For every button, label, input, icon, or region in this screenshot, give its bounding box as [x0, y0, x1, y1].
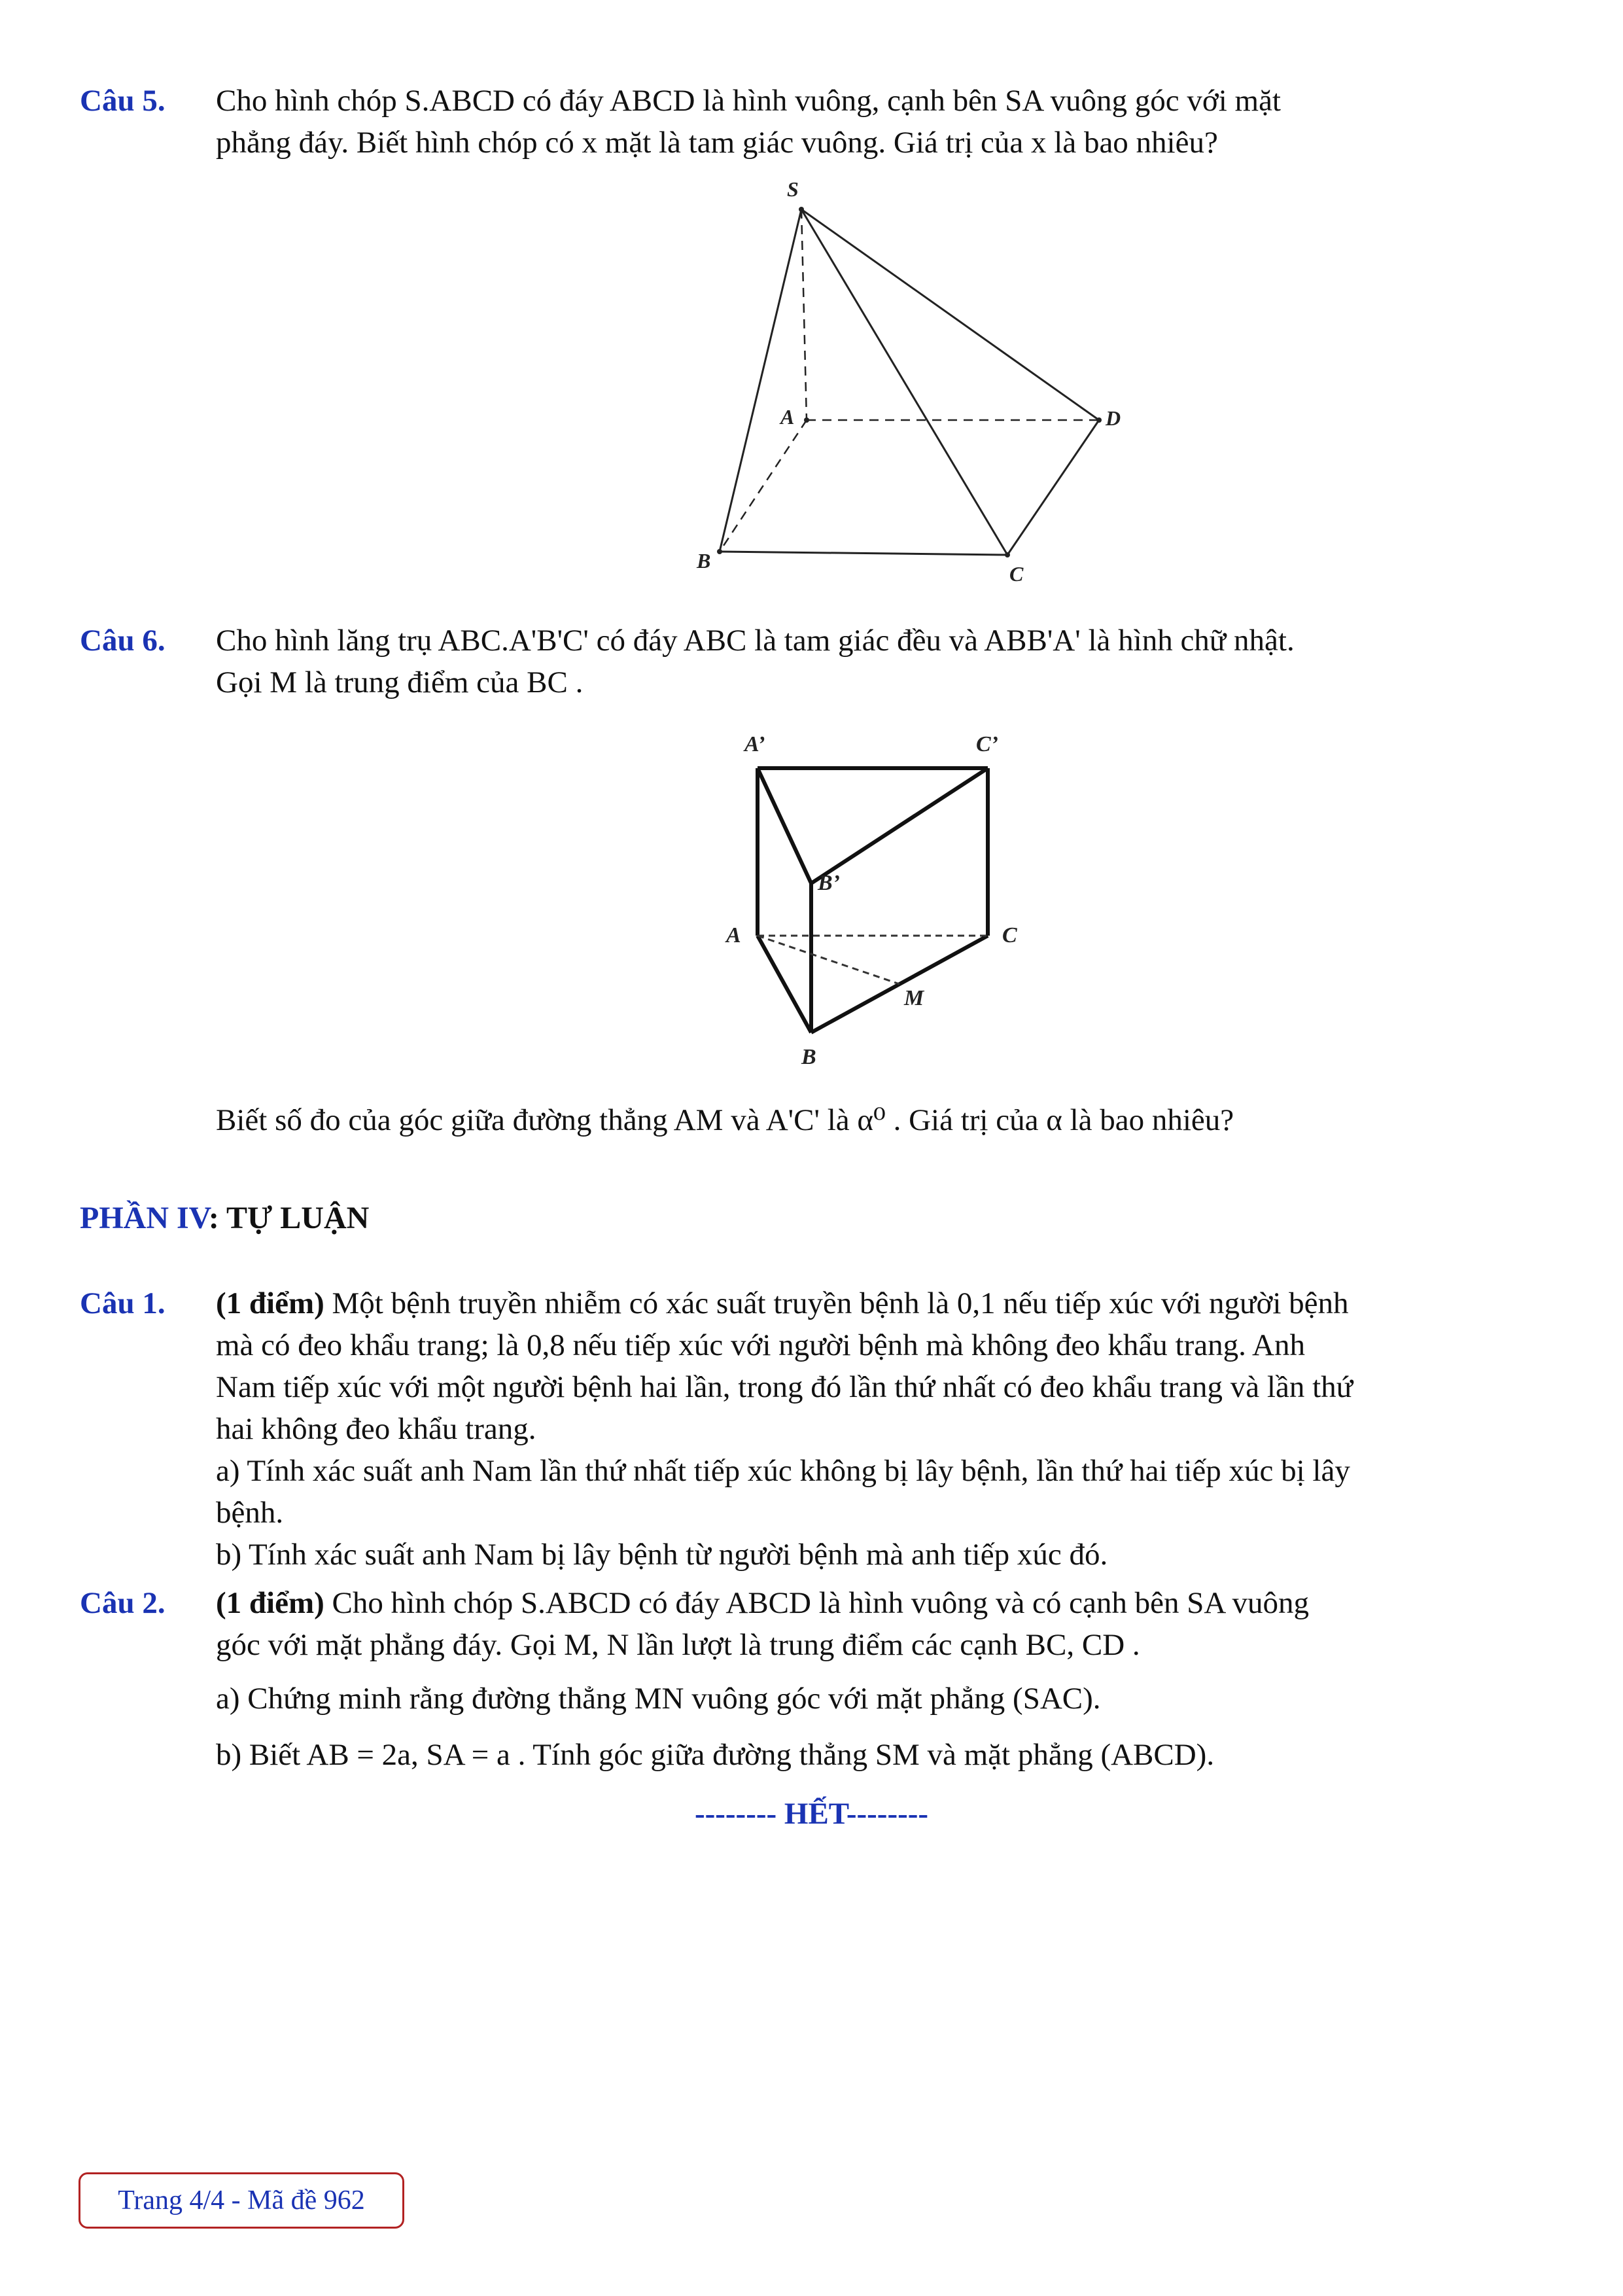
- question-5-line-2: phẳng đáy. Biết hình chóp có x mặt là tam giác vuông. Giá trị của x là bao nhiêu?: [216, 126, 1218, 160]
- edge-A1B1: [758, 768, 811, 883]
- essay-question-1-line-2: mà có đeo khẩu trang; là 0,8 nếu tiếp xúc với người bệnh mà không đeo khẩu trang. Anh: [216, 1328, 1305, 1362]
- essay-question-1-part-a-2: bệnh.: [216, 1496, 284, 1530]
- label-A: A: [726, 923, 741, 947]
- edge-SA: [801, 209, 807, 420]
- edge-B1C1: [811, 768, 988, 883]
- essay-question-2-points: (1 điểm): [216, 1586, 324, 1620]
- label-M: M: [904, 986, 924, 1010]
- label-B: B: [801, 1045, 816, 1069]
- edge-SB: [720, 209, 801, 552]
- label-D: D: [1106, 406, 1121, 430]
- essay-question-1-points: (1 điểm): [216, 1286, 324, 1320]
- essay-question-1: [80, 1282, 1550, 1576]
- label-S: S: [787, 177, 799, 201]
- label-A: A: [780, 405, 795, 429]
- question-6-label: Câu 6.: [80, 624, 166, 658]
- question-6-line-1: Cho hình lăng trụ ABC.A'B'C' có đáy ABC là tam giác đều và ABB'A' là hình chữ nhật.: [216, 624, 1295, 658]
- page-footer: Trang 4/4 - Mã đề 962: [79, 2172, 404, 2229]
- label-C: C: [1002, 923, 1017, 947]
- edge-AB: [720, 420, 807, 552]
- section-heading: [80, 1197, 369, 1239]
- essay-question-2-part-b: b) Biết AB = 2a, SA = a . Tính góc giữa đường thẳng SM và mặt phẳng (ABCD).: [216, 1738, 1215, 1772]
- essay-question-1-line-4: hai không đeo khẩu trang.: [216, 1412, 536, 1446]
- label-C: C: [1009, 562, 1024, 586]
- section-heading-suffix: : TỰ LUẬN: [208, 1201, 370, 1235]
- label-C1: C’: [976, 732, 998, 756]
- label-B1: B’: [818, 871, 840, 895]
- edge-SC: [801, 209, 1007, 555]
- pyramid-figure: [612, 169, 1155, 588]
- section-heading-prefix: PHẦN IV: [80, 1201, 209, 1235]
- essay-question-2: [80, 1582, 1550, 1776]
- question-5-label: Câu 5.: [80, 84, 166, 118]
- question-6-line-2: Gọi M là trung điểm của BC .: [216, 665, 584, 699]
- essay-question-2-label: Câu 2.: [80, 1586, 166, 1620]
- essay-question-1-line-1: Một bệnh truyền nhiễm có xác suất truyền bệnh là 0,1 nếu tiếp xúc với người bệnh: [324, 1286, 1349, 1320]
- essay-question-1-line-3: Nam tiếp xúc với một người bệnh hai lần, trong đó lần thứ nhất có đeo khẩu trang và lần thứ: [216, 1370, 1353, 1404]
- question-5: [80, 80, 1550, 164]
- label-A1: A’: [744, 732, 765, 756]
- essay-question-2-part-a: a) Chứng minh rằng đường thẳng MN vuông góc với mặt phẳng (SAC).: [216, 1682, 1101, 1716]
- edge-CD: [1007, 420, 1099, 555]
- end-marker: -------- HẾT--------: [694, 1797, 929, 1831]
- essay-question-2-line-2: góc với mặt phẳng đáy. Gọi M, N lần lượt là trung điểm các cạnh BC, CD .: [216, 1628, 1140, 1662]
- label-B: B: [697, 549, 711, 573]
- question-6-prompt: Biết số đo của góc giữa đường thẳng AM và A'C' là α⁰ . Giá trị của α là bao nhiêu?: [216, 1103, 1234, 1137]
- essay-question-1-part-a-1: a) Tính xác suất anh Nam lần thứ nhất tiếp xúc không bị lây bệnh, lần thứ hai tiếp xúc bị lây: [216, 1454, 1350, 1488]
- question-6: [80, 620, 1550, 703]
- question-5-line-1: Cho hình chóp S.ABCD có đáy ABCD là hình vuông, cạnh bên SA vuông góc với mặt: [216, 84, 1281, 118]
- prism-figure: [687, 713, 1079, 1080]
- edge-SD: [801, 209, 1099, 420]
- edge-BC: [720, 552, 1007, 555]
- essay-question-2-line-1: Cho hình chóp S.ABCD có đáy ABCD là hình vuông và có cạnh bên SA vuông: [324, 1586, 1309, 1620]
- essay-question-1-label: Câu 1.: [80, 1286, 166, 1320]
- essay-question-1-part-b: b) Tính xác suất anh Nam bị lây bệnh từ người bệnh mà anh tiếp xúc đó.: [216, 1538, 1108, 1572]
